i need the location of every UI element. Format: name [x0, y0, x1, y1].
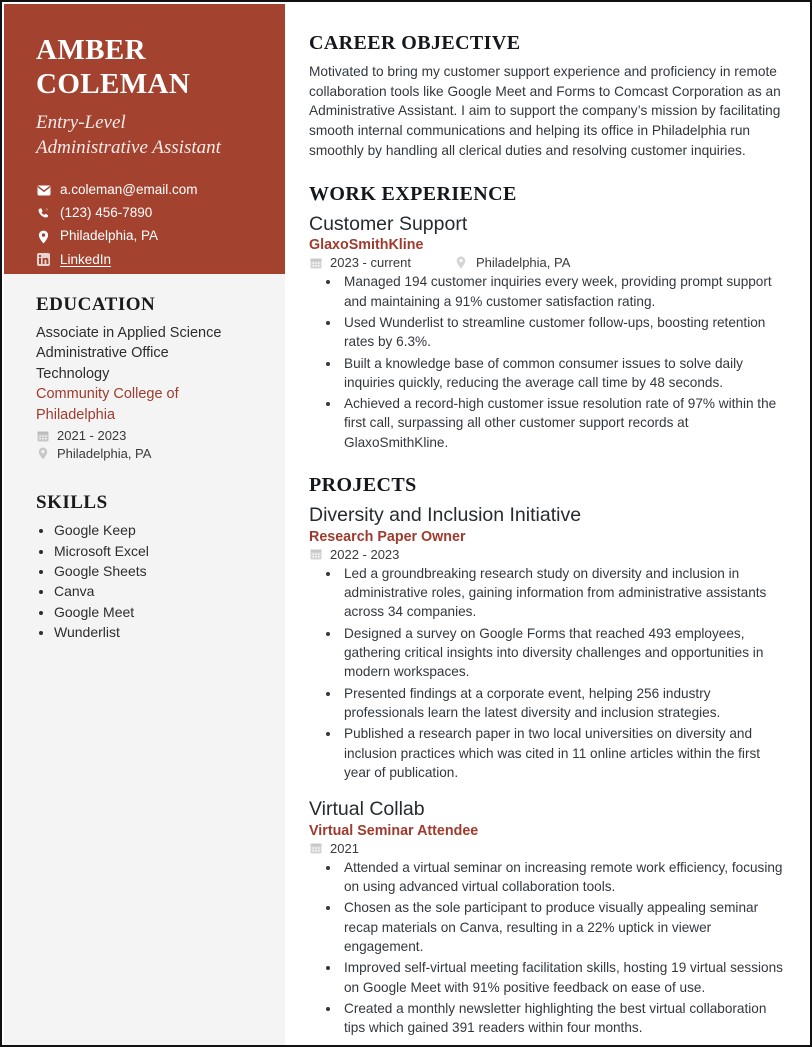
work-entry-bullets — [309, 272, 785, 452]
education-section — [36, 294, 259, 461]
sidebar-header — [4, 4, 285, 274]
work-experience-section — [309, 183, 785, 452]
project-entry-role: Virtual Seminar Attendee — [309, 822, 479, 839]
linkedin-icon — [36, 253, 51, 266]
list-item: • Managed 194 customer inquiries every week, providing prompt support and maintaining a 91% customer satisfaction rating. — [341, 272, 785, 311]
education-location: Philadelphia, PA — [57, 446, 152, 462]
project-entry-bullets — [309, 564, 785, 782]
project-entry-title: Diversity and Inclusion Initiative — [309, 504, 582, 527]
list-item: • Achieved a record-high customer issue resolution rate of 97% within the first call, surpassing all other customer support records at GlaxoSmithKline. — [341, 394, 785, 452]
list-item: • Google Keep — [54, 521, 259, 540]
contact-location-text: Philadelphia, PA — [60, 228, 159, 244]
calendar-icon — [36, 430, 49, 442]
project-entry — [309, 504, 785, 782]
education-location-row — [36, 446, 259, 461]
skills-section — [36, 492, 259, 642]
resume-layout — [4, 4, 812, 1047]
phone-icon — [36, 207, 51, 220]
career-objective-heading: CAREER OBJECTIVE — [309, 32, 521, 54]
name-line-2: COLEMAN — [36, 67, 191, 100]
list-item: • Designed a survey on Google Forms that reached 493 employees, gathering critical insights into diversity challenges and opportunities in modern workspaces. — [341, 624, 785, 682]
education-dates-row — [36, 428, 259, 443]
list-item: • Canva — [54, 582, 259, 601]
project-entry-dates: 2021 — [330, 840, 359, 856]
job-title-line-2: Administrative Assistant — [36, 136, 221, 158]
list-item: • Used Wunderlist to streamline customer follow-ups, boosting retention rates by 6.3%. — [341, 313, 785, 352]
calendar-icon — [309, 257, 322, 269]
linkedin-link[interactable]: LinkedIn — [60, 251, 112, 267]
work-entry-dates: 2023 - current — [330, 255, 411, 271]
work-entry-meta — [309, 255, 785, 270]
project-entry-title: Virtual Collab — [309, 798, 425, 821]
list-item: • Published a research paper in two local universities on diversity and inclusion practices which was cited in 11 online articles within the first year of publication. — [341, 724, 785, 782]
name-line-1: AMBER — [36, 34, 146, 66]
skills-heading: SKILLS — [36, 492, 108, 514]
list-item: • Presented findings at a corporate event, helping 256 industry professionals learn the latest diversity and inclusion strategies. — [341, 684, 785, 723]
contact-item-location — [36, 226, 259, 246]
skills-list — [36, 521, 259, 642]
contact-list — [36, 180, 259, 270]
work-entry-dates-row — [309, 255, 411, 270]
sidebar-body — [4, 274, 285, 1047]
list-item: • Attended a virtual seminar on increasing remote work efficiency, focusing on using advanced virtual collaboration tools. — [341, 858, 785, 897]
work-experience-heading: WORK EXPERIENCE — [309, 182, 517, 205]
job-title-line-1: Entry-Level — [36, 112, 126, 134]
education-degree-line-1: Associate in Applied Science — [36, 325, 222, 341]
map-pin-icon — [36, 230, 51, 244]
list-item: • Google Sheets — [54, 562, 259, 581]
list-item: • Wunderlist — [54, 623, 259, 642]
education-school-line-2: Philadelphia — [36, 407, 116, 424]
projects-heading: PROJECTS — [309, 474, 417, 497]
work-entry-location: Philadelphia, PA — [475, 255, 571, 271]
list-item: • Created a monthly newsletter highlighting the best virtual collaboration tips which gained 391 readers within four months. — [341, 999, 785, 1038]
map-pin-icon — [455, 256, 468, 269]
envelope-icon — [36, 185, 51, 196]
contact-phone-text: (123) 456-7890 — [60, 205, 153, 221]
education-degree-line-2: Administrative Office — [36, 345, 169, 362]
contact-item-linkedin[interactable] — [36, 250, 259, 270]
list-item: • Improved self-virtual meeting facilitation skills, hosting 19 virtual sessions on Google Meet with 91% positive feedback on ease of use. — [341, 958, 785, 997]
calendar-icon — [309, 548, 322, 560]
work-entry-location-row — [455, 255, 570, 270]
project-entry-dates-row — [309, 547, 399, 562]
work-entry-title: Customer Support — [309, 212, 468, 235]
project-entry — [309, 798, 785, 1037]
page-title — [36, 34, 259, 101]
list-item: • Built a knowledge base of common consumer issues to solve daily inquiries quickly, reducing the average call time by 48 seconds. — [341, 354, 785, 393]
main-column — [285, 4, 812, 1047]
career-objective-text: Motivated to bring my customer support experience and proficiency in remote collaboration tools like Google Meet and Forms to Comcast Corporation as an Administrative Assistant. I aim to support the company’s mission by facilitating smooth internal communications and helping its office in Philadelphia run smoothly by handling all clerical duties and resolving customer inquiries. — [309, 64, 781, 158]
education-school-line-1: Community College of — [36, 385, 179, 402]
project-entry-meta — [309, 841, 785, 856]
education-heading: EDUCATION — [36, 294, 156, 315]
education-dates: 2021 - 2023 — [57, 428, 127, 444]
work-entry-company: GlaxoSmithKline — [309, 237, 424, 254]
project-entry-dates: 2022 - 2023 — [330, 546, 400, 562]
job-title-subtitle — [36, 111, 259, 160]
map-pin-icon — [36, 447, 49, 460]
contact-email-text: a.coleman@email.com — [60, 181, 198, 197]
sidebar — [4, 4, 285, 1047]
project-entry-meta — [309, 547, 785, 562]
education-degree-line-3: Technology — [36, 365, 110, 382]
list-item: • Microsoft Excel — [54, 542, 259, 561]
project-entry-dates-row — [309, 841, 359, 856]
project-entry-role: Research Paper Owner — [309, 528, 466, 545]
contact-item-email — [36, 180, 259, 200]
projects-section — [309, 474, 785, 1038]
work-entry — [309, 213, 785, 452]
list-item: • Chosen as the sole participant to produce visually appealing seminar recap materials on Canva, resulting in a 22% uptick in viewer engagement. — [341, 898, 785, 956]
calendar-icon — [309, 842, 322, 854]
project-entry-bullets — [309, 858, 785, 1038]
career-objective-section — [309, 32, 785, 161]
contact-item-phone — [36, 203, 259, 223]
list-item: • Led a groundbreaking research study on diversity and inclusion in administrative roles, gaining information from administrative assistants across 34 companies. — [341, 564, 785, 622]
list-item: • Google Meet — [54, 603, 259, 622]
